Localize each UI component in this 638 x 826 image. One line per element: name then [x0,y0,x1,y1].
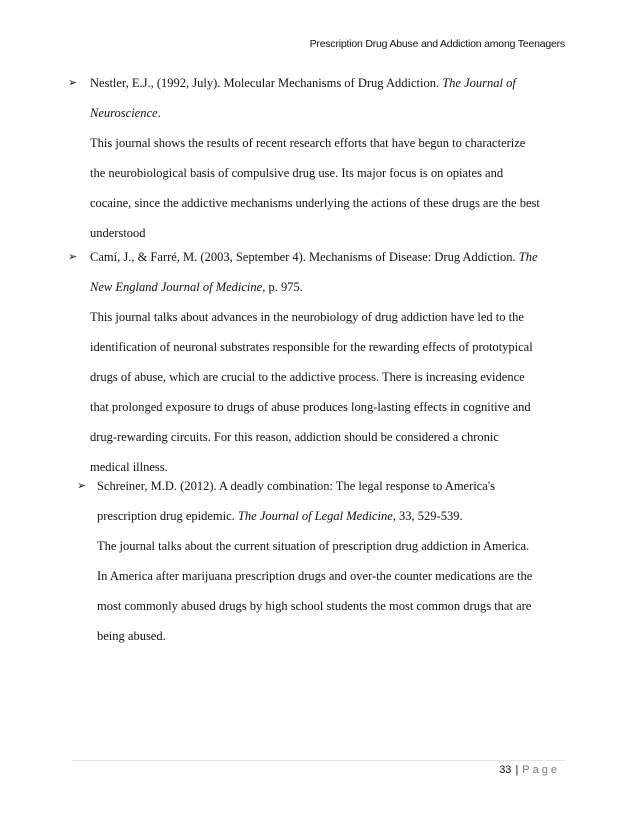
footer-separator: | [515,764,519,776]
annotation-line: In America after marijuana prescription drugs and over-the counter medications are the [97,569,533,583]
annotation-line: cocaine, since the addictive mechanisms underlying the actions of these drugs are the best [90,196,540,210]
annotation-line: that prolonged exposure to drugs of abuse produces long-lasting effects in cognitive and [90,400,531,414]
citation-line: Nestler, E.J., (1992, July). Molecular Mechanisms of Drug Addiction. The Journal of [90,76,516,90]
annotation-line: The journal talks about the current situation of prescription drug addiction in America. [97,539,530,553]
reference-entry [68,68,580,248]
annotation-line: This journal talks about advances in the neurobiology of drug addiction have led to the [90,310,524,324]
reference-entry [68,242,580,482]
citation-line: New England Journal of Medicine, p. 975. [90,280,303,294]
annotation-line: understood [90,226,146,240]
page-label: Page [522,764,560,776]
arrow-bullet-icon: ➢ [68,250,78,263]
annotation-line: being abused. [97,629,166,643]
reference-entry [77,471,587,651]
citation-line: prescription drug epidemic. The Journal of Legal Medicine, 33, 529-539. [97,509,463,523]
page-footer [499,764,560,776]
annotation-line: identification of neuronal substrates responsible for the rewarding effects of prototypical [90,340,533,354]
annotation-line: most commonly abused drugs by high school students the most common drugs that are [97,599,532,613]
arrow-bullet-icon: ➢ [77,479,87,492]
citation-line: Neuroscience. [90,106,161,120]
page-number: 33 [499,764,512,776]
annotation-line: medical illness. [90,460,168,474]
citation-line: Camí, J., & Farré, M. (2003, September 4). Mechanisms of Disease: Drug Addiction. The [90,250,538,264]
arrow-bullet-icon: ➢ [68,76,78,89]
annotation-line: the neurobiological basis of compulsive drug use. Its major focus is on opiates and [90,166,504,180]
footer-divider [72,760,566,761]
annotation-line: This journal shows the results of recent research efforts that have begun to characterize [90,136,526,150]
citation-line: Schreiner, M.D. (2012). A deadly combination: The legal response to America's [97,479,495,493]
running-header: Prescription Drug Abuse and Addiction among Teenagers [309,38,565,50]
annotation-line: drugs of abuse, which are crucial to the addictive process. There is increasing evidence [90,370,525,384]
annotation-line: drug-rewarding circuits. For this reason, addiction should be considered a chronic [90,430,499,444]
